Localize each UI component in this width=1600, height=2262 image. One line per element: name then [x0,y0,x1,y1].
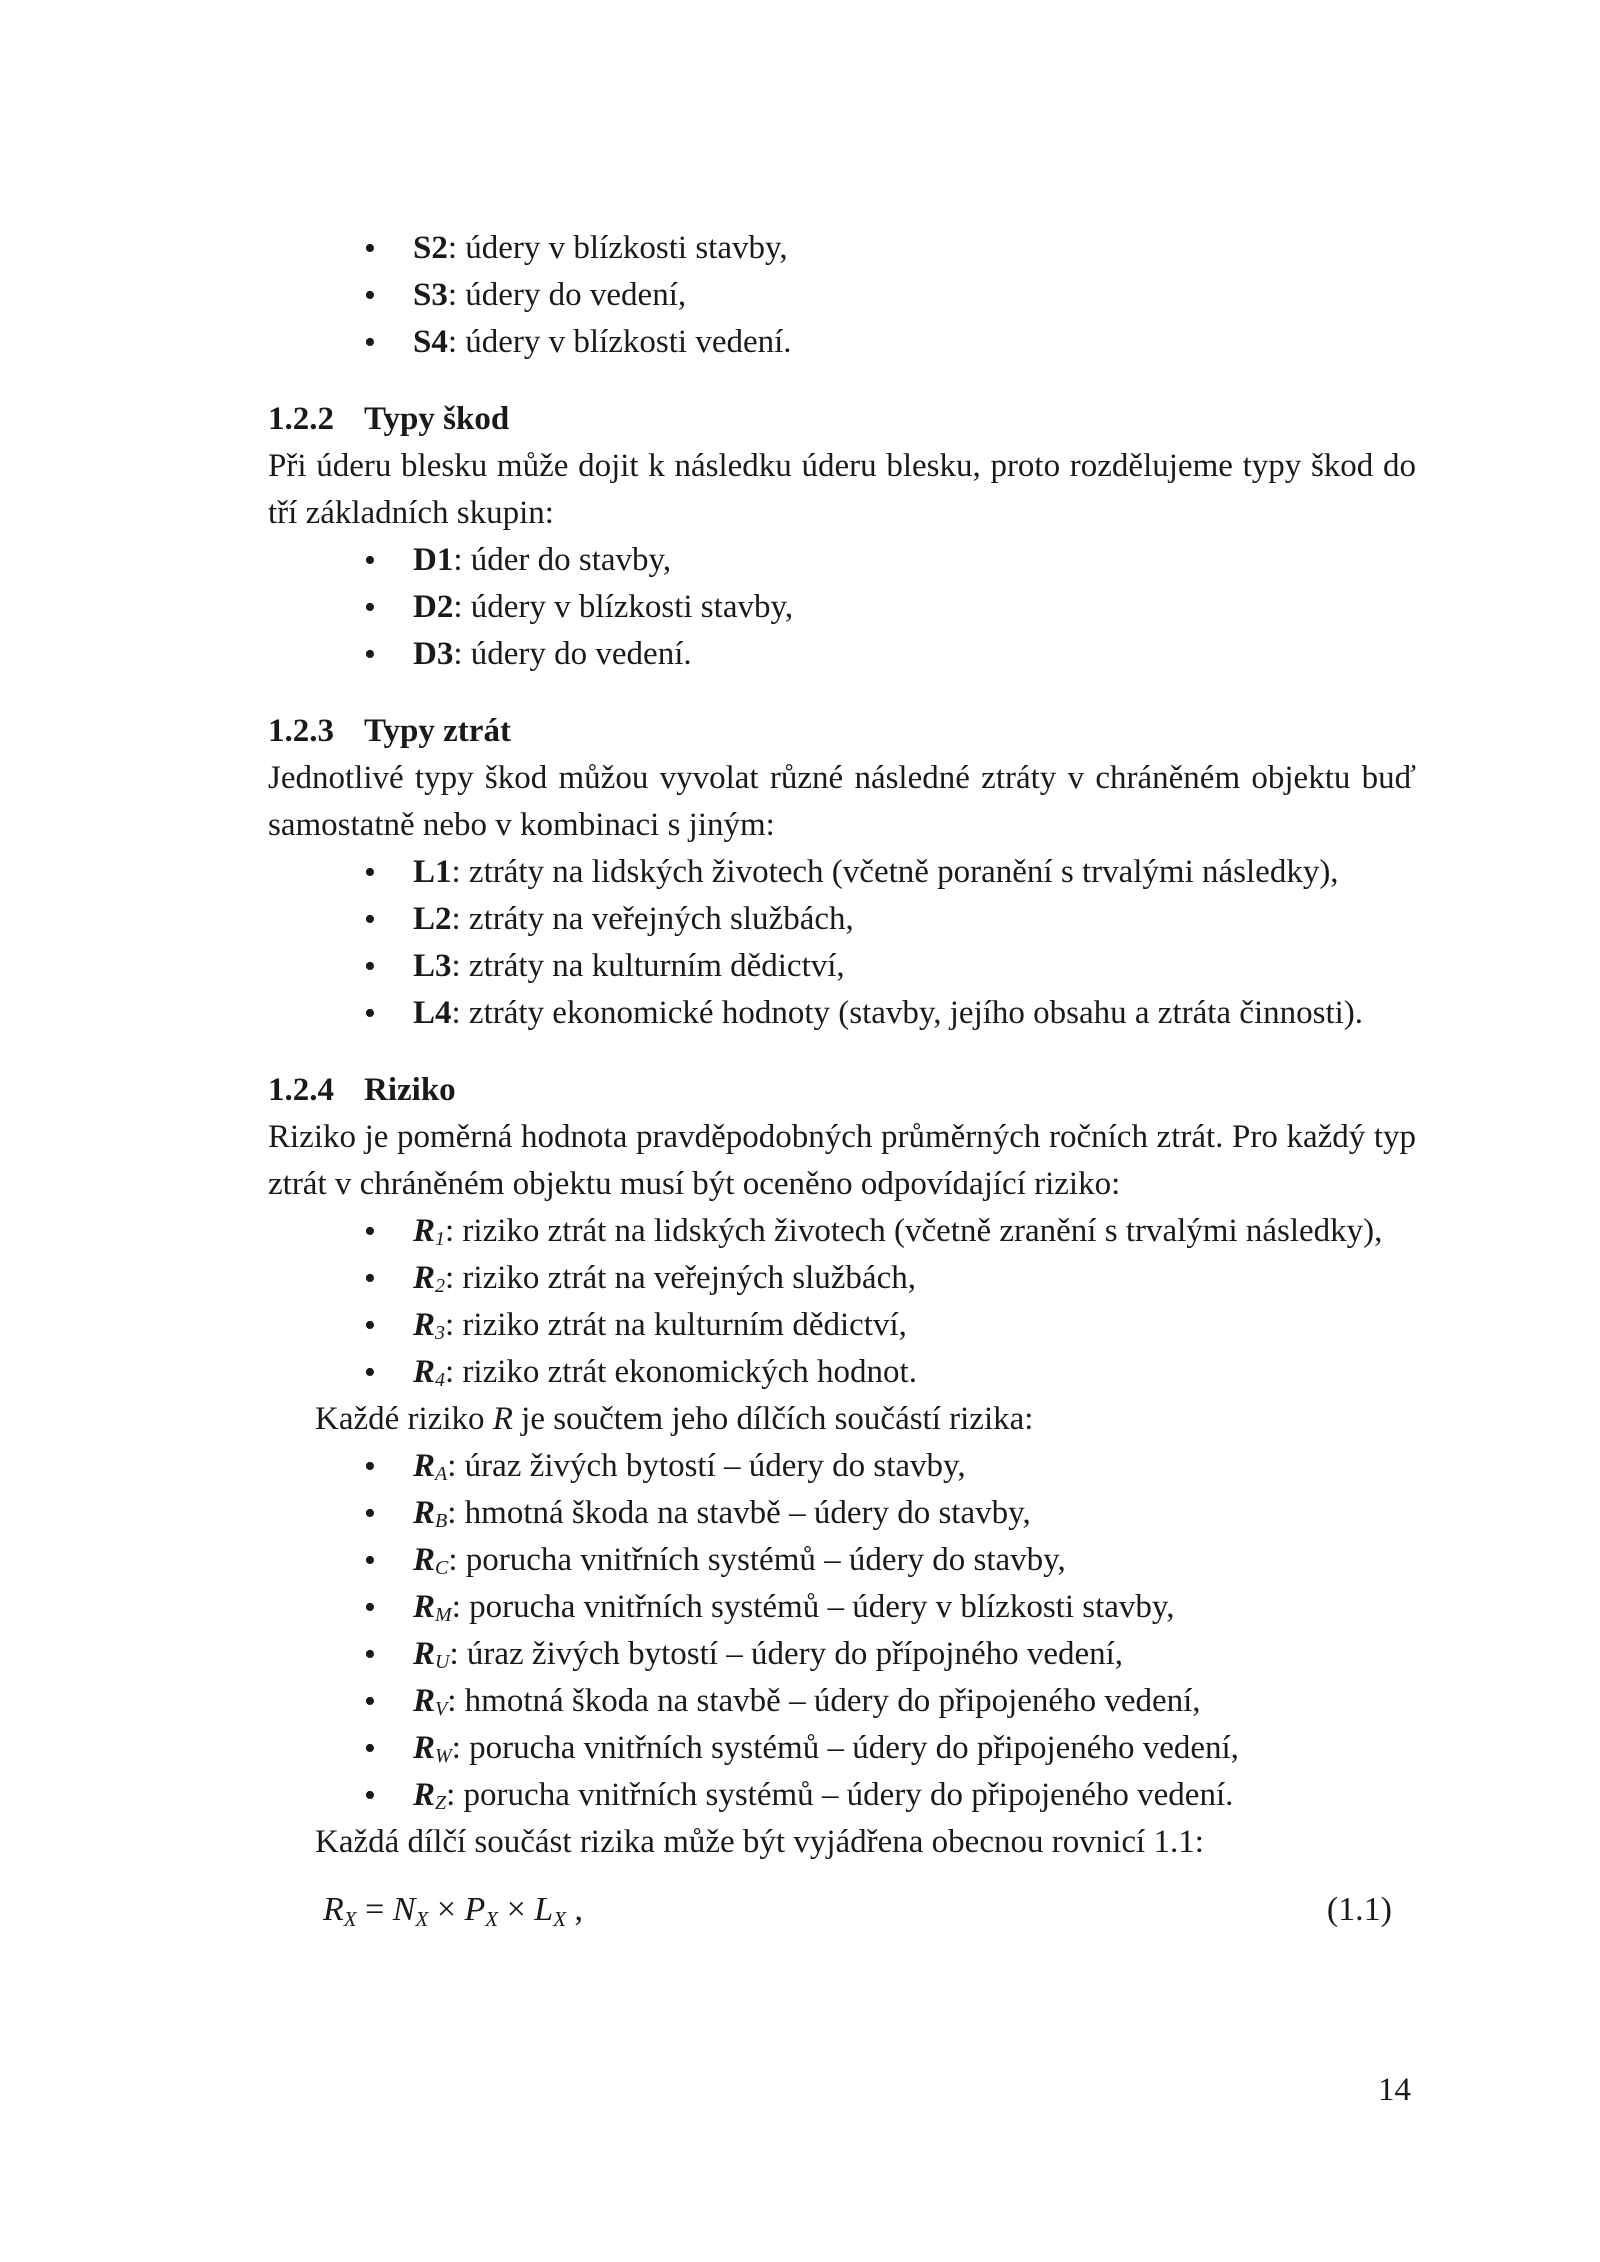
item-text: : údery v blízkosti stavby, [447,230,788,266]
risk-symbol: $R_A$ [413,1448,448,1485]
risk-symbol: $R_C$ [413,1542,449,1579]
list-item [268,631,1416,678]
equation-number: (1.1) [1326,1891,1392,1928]
list-item [268,1772,1416,1819]
item-code: L3 [413,948,452,984]
list-item [268,225,1416,272]
equation-formula: $R_X = N_X \times P_X \times L_X$ , [323,1891,584,1931]
list-item [268,272,1416,319]
item-text: : riziko ztrát ekonomických hodnot. [445,1354,917,1390]
page-content [268,225,1416,1956]
list-item [268,537,1416,584]
risk-symbol: $R_4$ [413,1354,446,1391]
list-item [268,1208,1416,1255]
list-item [268,1678,1416,1725]
heading-title: Typy škod [364,401,510,437]
item-text: : hmotná škoda na stavbě – údery do stavby, [447,1495,1031,1531]
item-text: : porucha vnitřních systémů – údery v blízkosti stavby, [451,1589,1175,1625]
list-item [268,319,1416,366]
list-item [268,1255,1416,1302]
item-code: D1 [413,542,454,578]
item-code: L2 [413,901,452,937]
item-text: : ztráty na kulturním dědictví, [451,948,845,984]
item-code: S2 [413,230,448,266]
list-item [268,584,1416,631]
paragraph: Jednotlivé typy škod můžou vyvolat různé následné ztráty v chráněném objektu buď samostatně nebo v kombinaci s jiným: [268,760,1416,843]
heading-title: Typy ztrát [364,713,511,749]
list-item [268,849,1416,896]
list-loss-types [268,849,1416,1037]
item-text: : riziko ztrát na kulturním dědictví, [445,1307,907,1343]
item-text: : porucha vnitřních systémů – údery do připojeného vedení, [451,1730,1239,1766]
list-risk-components [268,1443,1416,1819]
list-strike-sources [268,225,1416,366]
item-text: : úraz živých bytostí – údery do stavby, [447,1448,966,1484]
heading-number: 1.2.3 [268,713,334,749]
item-text: : ztráty na veřejných službách, [451,901,854,937]
list-item [268,1302,1416,1349]
heading-number: 1.2.2 [268,401,334,437]
item-text: : riziko ztrát na lidských životech (včetně zranění s trvalými následky), [445,1213,1383,1249]
item-code: L1 [413,854,452,890]
item-text: : ztráty ekonomické hodnoty (stavby, jejího obsahu a ztráta činnosti). [451,995,1364,1031]
item-text: : údery v blízkosti vedení. [447,324,792,360]
sum-intro: Každé riziko R je součtem jeho dílčích součástí rizika: [315,1401,1034,1437]
item-code: L4 [413,995,452,1031]
risk-symbol: $R_Z$ [413,1777,447,1814]
list-item [268,1725,1416,1772]
list-risk-types [268,1208,1416,1396]
paragraph: Riziko je poměrná hodnota pravděpodobných průměrných ročních ztrát. Pro každý typ ztrát v chráněném objektu musí být oceněno odpovídající riziko: [268,1119,1416,1202]
item-text: : úraz živých bytostí – údery do přípojného vedení, [449,1636,1124,1672]
risk-symbol: $R_V$ [413,1683,448,1720]
risk-symbol: $R_2$ [413,1260,446,1297]
item-code: D2 [413,589,454,625]
list-item [268,1584,1416,1631]
item-text: : porucha vnitřních systémů – údery do stavby, [448,1542,1066,1578]
risk-symbol: $R_W$ [413,1730,452,1767]
item-text: : údery v blízkosti stavby, [453,589,794,625]
equation-intro: Každá dílčí součást rizika může být vyjádřena obecnou rovnicí 1.1: [315,1824,1204,1860]
list-item [268,990,1416,1037]
list-item [268,1349,1416,1396]
list-item [268,1537,1416,1584]
page-number: 14 [1378,2072,1411,2108]
item-text: : úder do stavby, [453,542,672,578]
list-item [268,896,1416,943]
item-text: : údery do vedení. [453,636,692,672]
list-item [268,1631,1416,1678]
paragraph: Při úderu blesku může dojit k následku úderu blesku, proto rozdělujeme typy škod do tří základních skupin: [268,448,1416,531]
item-text: : porucha vnitřních systémů – údery do připojeného vedení. [446,1777,1234,1813]
list-item [268,1490,1416,1537]
list-damage-types [268,537,1416,678]
heading-title: Riziko [364,1072,456,1108]
risk-variable: R [492,1401,513,1437]
item-code: D3 [413,636,454,672]
risk-symbol: $R_M$ [413,1589,452,1626]
heading-1-2-2 [268,396,1416,443]
item-text: : riziko ztrát na veřejných službách, [445,1260,916,1296]
item-text: : údery do vedení, [447,277,687,313]
risk-symbol: $R_3$ [413,1307,446,1344]
item-text: : hmotná škoda na stavbě – údery do připojeného vedení, [447,1683,1201,1719]
list-item [268,1443,1416,1490]
risk-symbol: $R_U$ [413,1636,450,1673]
item-text: : ztráty na lidských životech (včetně poranění s trvalými následky), [451,854,1339,890]
risk-symbol: $R_1$ [413,1213,446,1250]
heading-1-2-3 [268,708,1416,755]
item-code: S4 [413,324,448,360]
heading-1-2-4 [268,1067,1416,1114]
equation-1-1 [268,1886,1416,1956]
item-code: S3 [413,277,448,313]
risk-symbol: $R_B$ [413,1495,448,1532]
heading-number: 1.2.4 [268,1072,334,1108]
list-item [268,943,1416,990]
